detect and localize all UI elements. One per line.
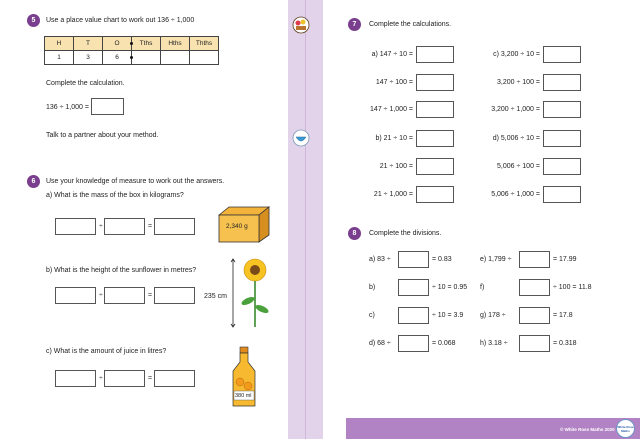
q6-instruction: Use your knowledge of measure to work out the answers. <box>46 178 225 185</box>
q6a-box-3[interactable] <box>154 218 195 235</box>
q7-left-answer-box[interactable] <box>416 158 454 175</box>
q8-left-prefix: d) 68 ÷ <box>369 340 391 347</box>
q8-right-answer-box[interactable] <box>519 307 550 324</box>
q7-left-answer-box[interactable] <box>416 101 454 118</box>
q6a-box-1[interactable] <box>55 218 96 235</box>
q6b-box-1[interactable] <box>55 287 96 304</box>
q6c-eq-sign: = <box>148 375 153 382</box>
q8-right-prefix: f) <box>480 284 485 291</box>
q8-left-prefix: b) <box>369 284 376 291</box>
bowl-icon <box>292 129 310 147</box>
pv-value-cell: 6 <box>103 51 132 65</box>
q8-left-suffix: ÷ 10 = 0.95 <box>432 284 468 291</box>
q6b-box-2[interactable] <box>104 287 145 304</box>
copyright-text: © White Rose Maths 2020 <box>560 427 615 432</box>
q7-left-calc: 21 ÷ 1,000 = <box>373 191 413 198</box>
spine-divider <box>305 0 306 439</box>
pv-header-cell: T <box>74 37 103 51</box>
q8-right-answer-box[interactable] <box>519 251 550 268</box>
question-5-badge: 5 <box>27 14 40 27</box>
q7-right-calc: c) 3,200 ÷ 10 = <box>493 51 540 58</box>
q8-right-prefix: e) 1,799 ÷ <box>480 256 512 263</box>
q7-right-calc: 3,200 ÷ 100 = <box>497 79 540 86</box>
q8-right-answer-box[interactable] <box>519 279 550 296</box>
pv-header-cell: O <box>103 37 132 51</box>
q7-left-answer-box[interactable] <box>416 186 454 203</box>
q8-left-answer-box[interactable] <box>398 335 429 352</box>
flower-basket-icon <box>292 16 310 34</box>
q7-left-answer-box[interactable] <box>416 46 454 63</box>
mass-box-label: 2,340 g <box>226 223 248 230</box>
q7-right-answer-box[interactable] <box>543 186 581 203</box>
q8-right-suffix: = 17.99 <box>553 256 577 263</box>
q8-left-suffix: = 0.068 <box>432 340 456 347</box>
q7-left-answer-box[interactable] <box>416 74 454 91</box>
pv-header-cell: H <box>45 37 74 51</box>
q7-left-calc: a) 147 ÷ 10 = <box>371 51 413 58</box>
q8-left-prefix: c) <box>369 312 375 319</box>
q7-right-answer-box[interactable] <box>543 46 581 63</box>
q6b-eq-sign: = <box>148 292 153 299</box>
q8-left-prefix: a) 83 ÷ <box>369 256 391 263</box>
place-value-table <box>44 36 219 65</box>
q8-right-answer-box[interactable] <box>519 335 550 352</box>
pv-header-cell: Hths <box>161 37 190 51</box>
q7-left-calc: 147 ÷ 1,000 = <box>370 106 413 113</box>
right-page <box>323 0 640 439</box>
q5-instruction: Use a place value chart to work out 136 ÷ 1,000 <box>46 17 195 24</box>
q7-right-calc: 5,006 ÷ 1,000 = <box>491 191 540 198</box>
pv-value-cell <box>161 51 190 65</box>
q7-right-calc: 3,200 ÷ 1,000 = <box>491 106 540 113</box>
q6b-box-3[interactable] <box>154 287 195 304</box>
question-7-badge: 7 <box>348 18 361 31</box>
pv-header-cell: Thths <box>190 37 219 51</box>
q6b-text: b) What is the height of the sunflower in metres? <box>46 267 197 274</box>
q6c-box-1[interactable] <box>55 370 96 387</box>
question-6-badge: 6 <box>27 175 40 188</box>
pv-value-cell <box>190 51 219 65</box>
q7-right-calc: 5,006 ÷ 100 = <box>497 163 540 170</box>
q6c-div-sign: ÷ <box>99 375 103 382</box>
q6a-box-2[interactable] <box>104 218 145 235</box>
pv-value-cell: 1 <box>45 51 74 65</box>
q6a-div-sign: ÷ <box>99 223 103 230</box>
q7-instruction: Complete the calculations. <box>369 21 452 28</box>
juice-volume-label: 380 ml <box>235 393 252 399</box>
q6c-box-3[interactable] <box>154 370 195 387</box>
q8-left-answer-box[interactable] <box>398 251 429 268</box>
q5-complete-text: Complete the calculation. <box>46 80 125 87</box>
q8-right-suffix: = 17.8 <box>553 312 573 319</box>
q8-instruction: Complete the divisions. <box>369 230 442 237</box>
pv-value-cell <box>132 51 161 65</box>
q6b-div-sign: ÷ <box>99 292 103 299</box>
q6c-box-2[interactable] <box>104 370 145 387</box>
q8-right-prefix: h) 3.18 ÷ <box>480 340 508 347</box>
q7-right-answer-box[interactable] <box>543 130 581 147</box>
q7-left-calc: 147 ÷ 100 = <box>375 79 413 86</box>
q7-right-answer-box[interactable] <box>543 74 581 91</box>
decimal-point-marker <box>130 42 133 45</box>
q7-right-answer-box[interactable] <box>543 101 581 118</box>
q7-right-calc: d) 5,006 ÷ 10 = <box>492 135 540 142</box>
q5-calc-prefix: 136 ÷ 1,000 = <box>46 104 89 111</box>
q6a-text: a) What is the mass of the box in kilograms? <box>46 192 184 199</box>
left-page <box>0 0 288 439</box>
q8-left-suffix: = 0.83 <box>432 256 452 263</box>
q7-right-answer-box[interactable] <box>543 158 581 175</box>
q5-talk-text: Talk to a partner about your method. <box>46 132 159 139</box>
q6a-eq-sign: = <box>148 223 153 230</box>
q8-left-answer-box[interactable] <box>398 307 429 324</box>
q8-left-answer-box[interactable] <box>398 279 429 296</box>
q8-left-suffix: ÷ 10 = 3.9 <box>432 312 464 319</box>
q5-answer-box[interactable] <box>91 98 124 115</box>
pv-value-cell: 3 <box>74 51 103 65</box>
q8-right-suffix: = 0.318 <box>553 340 577 347</box>
q8-right-prefix: g) 178 ÷ <box>480 312 506 319</box>
q7-left-calc: b) 21 ÷ 10 = <box>375 135 413 142</box>
q8-right-suffix: ÷ 100 = 11.8 <box>553 284 592 291</box>
sunflower-height-label: 235 cm <box>204 293 227 300</box>
question-8-badge: 8 <box>348 227 361 240</box>
white-rose-maths-logo: White Rose Maths <box>616 419 635 438</box>
decimal-point-marker <box>130 56 133 59</box>
q7-left-answer-box[interactable] <box>416 130 454 147</box>
q7-left-calc: 21 ÷ 100 = <box>379 163 413 170</box>
q6c-text: c) What is the amount of juice in litres? <box>46 348 167 355</box>
sunflower-illustration <box>228 257 274 329</box>
pv-header-cell: Tths <box>132 37 161 51</box>
